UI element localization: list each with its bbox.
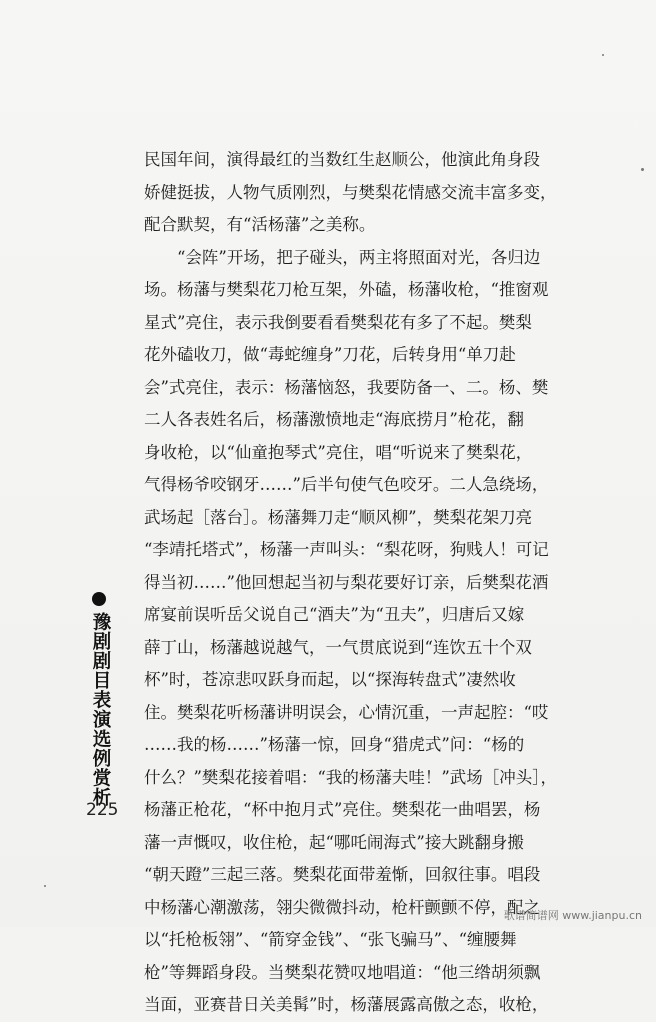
text-line: 身收枪，以“仙童抱琴式”亮住，唱“听说来了樊梨花， xyxy=(144,442,533,462)
text-line: “朝天蹬”三起三落。樊梨花面带羞惭，回叙往事。唱段 xyxy=(144,865,541,884)
text-line: 场。杨藩与樊梨花刀枪互架，外磕，杨藩收枪，“推窗观 xyxy=(144,280,549,299)
text-line: ……我的杨……”杨藩一惊，回身“猎虎式”问：“杨的 xyxy=(144,735,525,754)
text-line: 席宴前误听岳父说自己“酒夫”为“丑夫”，归唐后又嫁 xyxy=(144,605,525,624)
text-line: 杯”时，苍凉悲叹跃身而起，以“探海转盘式”凄然收 xyxy=(144,670,516,689)
text-line: 配合默契，有“活杨藩”之美称。 xyxy=(144,215,376,234)
text-line: “李靖托塔式”，杨藩一声叫头：“梨花呀，狗贱人！可记 xyxy=(144,540,549,559)
text-line: 什么？”樊梨花接着唱：“我的杨藩夫哇！”武场［冲头］， xyxy=(144,767,558,787)
text-line: 花外磕收刀，做“毒蛇缠身”刀花，后转身用“单刀赴 xyxy=(144,345,516,364)
text-line: 薛丁山，杨藩越说越气，一气贯底说到“连饮五十个双 xyxy=(144,637,532,657)
body-text xyxy=(144,144,590,1022)
text-line: 杨藩正枪花，“杯中抱月式”亮住。樊梨花一曲唱罢，杨 xyxy=(144,800,541,819)
running-title xyxy=(86,592,112,807)
scan-speck xyxy=(641,168,644,171)
text-line: 会”式亮住，表示：杨藩恼怒，我要防备一、二。杨、樊 xyxy=(144,377,549,397)
scan-speck xyxy=(602,54,604,56)
text-line: 民国年间，演得最红的当数红生赵顺公，他演此角身段 xyxy=(144,150,540,169)
text-line: 得当初……”他回想起当初与梨花要好订亲，后樊梨花酒 xyxy=(144,572,549,592)
text-line: 娇健挺拔，人物气质刚烈，与樊梨花情感交流丰富多变， xyxy=(144,182,557,202)
text-line: 星式”亮住，表示我倒要看看樊梨花有多了不起。樊梨 xyxy=(144,312,532,332)
running-title-text: 豫剧剧目表演选例赏析 xyxy=(90,612,111,807)
text-line: “会阵”开场，把子碰头，两主将照面对光，各归边 xyxy=(144,247,541,267)
text-line: 武场起［落台］。杨藩舞刀走“顺风柳”，樊梨花架刀亮 xyxy=(144,507,533,527)
text-line: 二人各表姓名后，杨藩激愤地走“海底捞月”枪花，翻 xyxy=(144,410,524,429)
text-line: 枪”等舞蹈身段。当樊梨花赞叹地唱道：“他三绺胡须飘 xyxy=(144,962,541,982)
text-line: 中杨藩心潮激荡，翎尖微微抖动，枪杆颤颤不停，配之 xyxy=(144,897,540,917)
scan-speck xyxy=(44,885,46,887)
text-line: 以“托枪板翎”、“箭穿金钱”、“张飞骗马”、“缠腰舞 xyxy=(144,930,517,949)
text-line: 藩一声慨叹，收住枪，起“哪吒闹海式”接大跳翻身搬 xyxy=(144,832,524,852)
text-line: 住。樊梨花听杨藩讲明误会，心情沉重，一声起腔：“哎 xyxy=(144,702,549,722)
text-line: 当面，亚赛昔日关美髯”时，杨藩展露高傲之态，收枪， xyxy=(144,995,549,1014)
watermark: 歌谱简谱网 www.jianpu.cn xyxy=(503,909,642,922)
bullet-icon xyxy=(92,592,106,606)
page-number: 225 xyxy=(86,800,119,820)
text-line: 气得杨爷咬钢牙……”后半句使气色咬牙。二人急绕场， xyxy=(144,475,549,494)
